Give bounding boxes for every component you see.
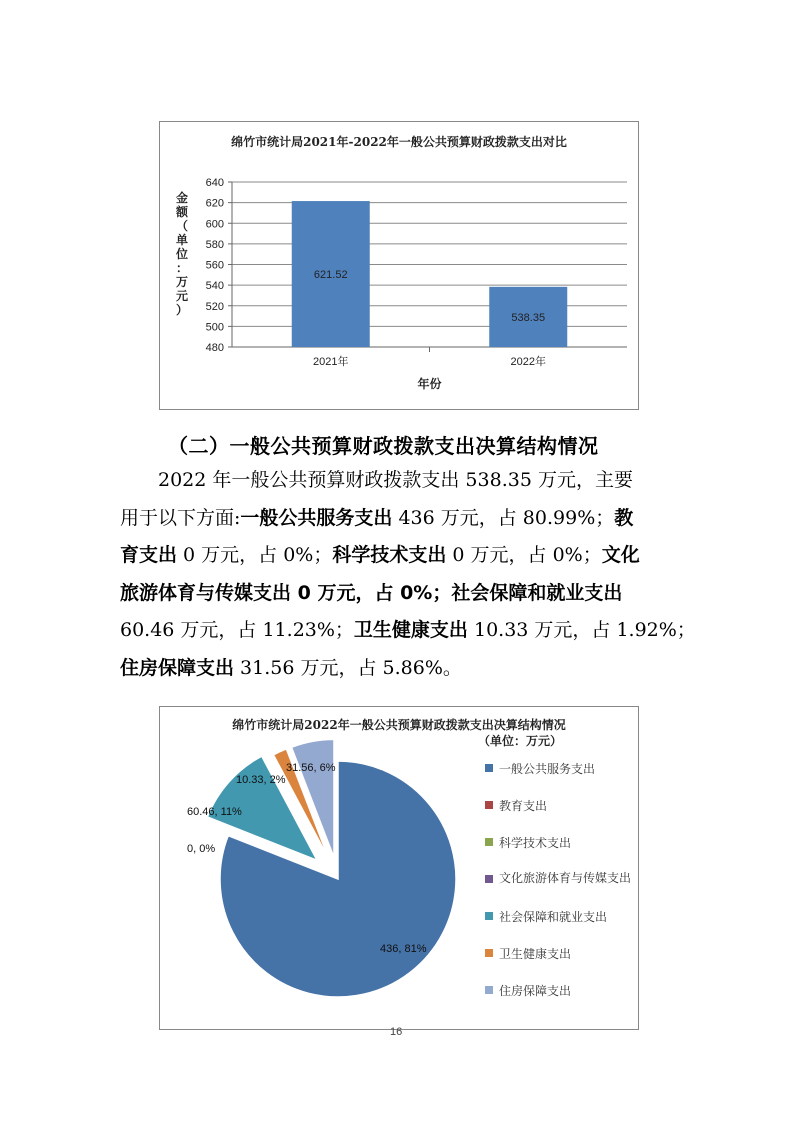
y-axis-label-char: ： — [175, 261, 189, 275]
legend-swatch — [485, 875, 493, 883]
legend-swatch — [485, 838, 493, 846]
y-axis-label-char: （ — [175, 219, 189, 233]
x-tick-label: 2022年 — [510, 356, 546, 368]
y-axis-label-char: 额 — [175, 205, 189, 219]
bar-value-label: 621.52 — [313, 269, 348, 282]
bar-chart-title: 绵竹市统计局2021年-2022年一般公共预算财政拨款支出对比 — [231, 135, 567, 149]
para-line-3: 育支出 0 万元，占 0%；科学技术支出 0 万元，占 0%；文化 — [120, 544, 640, 567]
pie-label-s6: 10.33, 2% — [236, 774, 286, 786]
x-tick-label: 2021年 — [313, 356, 349, 368]
legend-label: 教育支出 — [499, 799, 548, 813]
para-line-1: 2022 年一般公共预算财政拨款支出 538.35 万元，主要 — [158, 469, 633, 491]
y-tick-label: 500 — [205, 321, 224, 334]
legend-swatch — [485, 949, 493, 957]
y-axis-label-char: 元 — [175, 289, 189, 303]
bar-chart — [159, 121, 639, 410]
bar-chart-plot — [160, 122, 638, 409]
para-line-4: 旅游体育与传媒支出 0 万元，占 0%；社会保障和就业支出 — [120, 581, 623, 604]
pie-chart-title: 绵竹市统计局2022年一般公共预算财政拨款支出决算结构情况 — [232, 718, 566, 732]
y-tick-label: 640 — [205, 177, 224, 189]
pie-chart-subtitle: （单位：万元） — [478, 734, 563, 748]
para-line-5: 60.46 万元，占 11.23%；卫生健康支出 10.33 万元，占 1.92%； — [120, 619, 696, 642]
para-line-2: 用于以下方面:一般公共服务支出 436 万元，占 80.99%；教 — [120, 506, 634, 529]
legend-swatch — [485, 764, 493, 772]
pie-chart — [159, 706, 639, 1030]
y-tick-label: 480 — [205, 342, 224, 354]
bar-value-label: 538.35 — [511, 311, 546, 324]
page-number: 16 — [390, 1026, 403, 1038]
legend-item — [485, 762, 655, 777]
pie-label-s5: 60.46, 11% — [187, 806, 242, 818]
y-tick-label: 560 — [205, 259, 224, 272]
legend-swatch — [485, 801, 493, 809]
y-tick-label: 600 — [205, 218, 224, 231]
pie-chart-plot — [160, 707, 638, 1029]
y-tick-label: 520 — [205, 300, 224, 313]
pie-label-s1: 436, 81% — [380, 943, 427, 955]
legend-label: 社会保障和就业支出 — [499, 910, 608, 924]
y-axis-label-char: 单 — [175, 233, 189, 247]
pie-label-zero: 0, 0% — [187, 843, 216, 855]
legend-item — [485, 910, 655, 925]
legend-label: 科学技术支出 — [499, 836, 572, 850]
legend-item — [485, 947, 655, 962]
legend-item — [485, 873, 655, 888]
y-tick-label: 540 — [205, 280, 224, 293]
legend-label: 文化旅游体育与传媒支出 — [499, 871, 632, 885]
legend-swatch — [485, 912, 493, 920]
y-axis-label-char: 万 — [175, 275, 189, 289]
legend-label: 卫生健康支出 — [499, 947, 572, 961]
para-line-6: 住房保障支出 31.56 万元，占 5.86%。 — [120, 656, 462, 679]
y-tick-label: 620 — [205, 197, 224, 210]
y-axis-label-char: ） — [175, 303, 189, 317]
legend-item — [485, 984, 655, 999]
x-axis-label: 年份 — [417, 377, 442, 391]
body-paragraph — [120, 462, 696, 688]
pie-label-s7: 31.56, 6% — [286, 762, 336, 774]
legend-label: 一般公共服务支出 — [499, 762, 596, 776]
legend-label: 住房保障支出 — [499, 984, 572, 998]
legend-item — [485, 799, 655, 814]
section-heading: （二）一般公共预算财政拨款支出决算结构情况 — [168, 434, 599, 458]
y-axis-label-char: 位 — [175, 247, 189, 261]
legend-swatch — [485, 986, 493, 994]
legend-item — [485, 836, 655, 851]
y-axis-label-char: 金 — [175, 191, 189, 205]
y-tick-label: 580 — [205, 238, 224, 251]
